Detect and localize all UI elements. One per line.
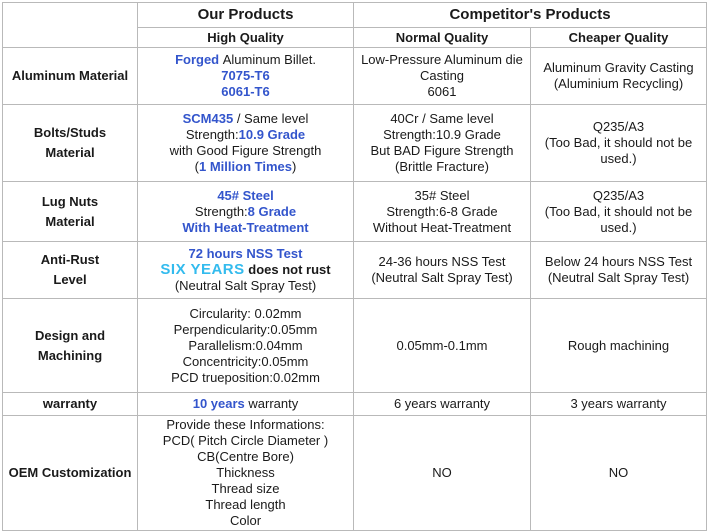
text-segment: used.)	[600, 151, 637, 166]
cell-line	[141, 481, 350, 497]
row-label: Aluminum Material	[3, 48, 138, 105]
cell-line	[357, 270, 527, 286]
text-segment: NO	[432, 465, 452, 480]
header-group-row	[3, 3, 707, 28]
cell-line	[534, 119, 703, 135]
cell-line	[141, 449, 350, 465]
cell-line	[141, 338, 350, 354]
cell-line	[534, 204, 703, 220]
cell-line	[357, 159, 527, 175]
text-segment: (Too Bad, it should not be	[544, 203, 693, 219]
text-segment: )	[291, 159, 297, 174]
corner-cell	[3, 3, 138, 48]
cheaper-quality-header: Cheaper Quality	[531, 28, 707, 48]
cell-line	[141, 306, 350, 322]
cell-line	[534, 76, 703, 92]
text-segment: Rough machining	[567, 337, 670, 353]
cell-line	[141, 220, 350, 236]
table-cell	[354, 416, 531, 531]
text-segment: used.)	[600, 219, 637, 235]
text-segment: Aluminum Gravity Casting	[543, 60, 694, 75]
table-cell	[354, 105, 531, 182]
row-label: Anti-Rust Level	[3, 242, 138, 299]
table-row	[3, 416, 707, 531]
cell-line	[357, 338, 527, 354]
text-segment: 72 hours NSS Test	[188, 246, 303, 261]
text-segment: Provide these Informations:	[166, 417, 325, 432]
text-segment: 10.9 Grade	[238, 127, 306, 142]
text-segment: 3 years warranty	[570, 396, 667, 411]
text-segment: 40Cr / Same level	[390, 111, 494, 126]
cell-line	[357, 220, 527, 236]
text-segment: Without Heat-Treatment	[372, 219, 512, 235]
cell-line	[357, 111, 527, 127]
cell-line	[141, 159, 350, 175]
cell-line	[141, 84, 350, 100]
table-cell	[138, 48, 354, 105]
cell-line	[534, 338, 703, 354]
cell-line	[534, 151, 703, 167]
text-segment: PCD( Pitch Circle Diameter )	[162, 433, 329, 448]
cell-line	[534, 135, 703, 151]
text-segment: does not rust	[244, 262, 331, 277]
text-segment: Q235/A3	[592, 119, 645, 134]
cell-line	[141, 417, 350, 433]
text-segment: Thickness	[216, 465, 275, 480]
text-segment: Concentricity:0.05mm	[182, 353, 309, 369]
text-segment: 45# Steel	[217, 187, 274, 203]
text-segment: Strength:6-8 Grade	[386, 203, 498, 219]
text-segment: SCM435	[182, 111, 234, 126]
cell-line	[141, 354, 350, 370]
text-segment: CB(Centre Bore)	[197, 449, 294, 464]
table-row	[3, 299, 707, 393]
text-segment: Color	[229, 513, 262, 528]
high-quality-header: High Quality	[138, 28, 354, 48]
text-segment: (Too Bad, it should not be	[544, 135, 693, 150]
text-segment: Aluminum Billet.	[222, 52, 316, 67]
cell-line	[141, 246, 350, 262]
cell-line	[141, 68, 350, 84]
cell-line	[357, 204, 527, 220]
table-cell	[354, 48, 531, 105]
table-cell	[138, 242, 354, 299]
text-segment: 7075-T6	[221, 68, 270, 83]
table-row	[3, 105, 707, 182]
cell-line	[534, 254, 703, 270]
text-segment: 35# Steel	[414, 187, 470, 203]
row-label: warranty	[3, 393, 138, 416]
cell-line	[141, 204, 350, 220]
cell-line	[534, 396, 703, 412]
cell-line	[141, 262, 350, 278]
table-cell	[531, 416, 707, 531]
table-cell	[531, 299, 707, 393]
text-segment: 8 Grade	[247, 203, 297, 219]
row-label: Lug Nuts Material	[3, 182, 138, 242]
text-segment: Casting	[419, 68, 465, 83]
text-segment: 24-36 hours NSS Test	[378, 254, 506, 269]
table-cell	[531, 105, 707, 182]
text-segment: Perpendicularity:0.05mm	[173, 321, 318, 337]
cell-line	[141, 143, 350, 159]
text-segment: Thread size	[211, 481, 280, 496]
text-segment: Thread length	[205, 497, 286, 512]
cell-line	[357, 84, 527, 100]
table-cell	[138, 416, 354, 531]
cell-line	[357, 396, 527, 412]
cell-line	[141, 513, 350, 529]
text-segment: SIX YEARS	[160, 261, 245, 278]
cell-line	[357, 68, 527, 84]
our-products-header: Our Products	[138, 3, 354, 28]
table-cell	[138, 393, 354, 416]
cell-line	[357, 143, 527, 159]
text-segment: 6061-T6	[221, 84, 270, 99]
cell-line	[141, 111, 350, 127]
table-cell	[354, 299, 531, 393]
text-segment: 10 years	[192, 396, 245, 411]
text-segment: 1 Million Times	[199, 159, 292, 174]
text-segment: Strength:10.9 Grade	[383, 127, 501, 142]
table-cell	[138, 182, 354, 242]
text-segment: warranty	[244, 396, 299, 411]
cell-line	[141, 278, 350, 294]
cell-line	[141, 497, 350, 513]
cell-line	[141, 396, 350, 412]
table-cell	[138, 299, 354, 393]
table-body	[3, 48, 707, 531]
text-segment: Parallelism:0.04mm	[188, 337, 303, 353]
table-cell	[354, 393, 531, 416]
cell-line	[534, 188, 703, 204]
cell-line	[534, 60, 703, 76]
table-cell	[531, 242, 707, 299]
cell-line	[534, 220, 703, 236]
text-segment: Low-Pressure Aluminum die	[361, 52, 523, 67]
table-cell	[531, 182, 707, 242]
text-segment: / Same level	[233, 111, 309, 126]
text-segment: Forged	[175, 52, 223, 67]
text-segment: NO	[608, 465, 629, 480]
text-segment: (Aluminium Recycling)	[553, 76, 684, 91]
comparison-table	[2, 2, 707, 531]
row-label: Design and Machining	[3, 299, 138, 393]
cell-line	[357, 254, 527, 270]
table-cell	[531, 48, 707, 105]
text-segment: Circularity: 0.02mm	[189, 305, 302, 321]
text-segment: But BAD Figure Strength	[370, 143, 514, 158]
cell-line	[141, 52, 350, 68]
table-cell	[354, 182, 531, 242]
text-segment: Below 24 hours NSS Test	[544, 254, 693, 269]
table-row	[3, 48, 707, 105]
text-segment: Strength:	[185, 127, 239, 142]
competitors-products-header: Competitor's Products	[354, 3, 707, 28]
table-row	[3, 182, 707, 242]
table-cell	[138, 105, 354, 182]
text-segment: 0.05mm-0.1mm	[396, 337, 488, 353]
table-row	[3, 393, 707, 416]
text-segment: With Heat-Treatment	[182, 219, 309, 235]
text-segment: (Neutral Salt Spray Test)	[371, 270, 513, 285]
text-segment: 6061	[427, 84, 457, 99]
table-cell	[354, 242, 531, 299]
normal-quality-header: Normal Quality	[354, 28, 531, 48]
row-label: Bolts/Studs Material	[3, 105, 138, 182]
text-segment: (Neutral Salt Spray Test)	[547, 270, 690, 285]
cell-line	[357, 465, 527, 481]
text-segment: Q235/A3	[592, 187, 645, 203]
cell-line	[141, 370, 350, 386]
row-label: OEM Customization	[3, 416, 138, 531]
text-segment: Strength:	[194, 203, 248, 219]
cell-line	[141, 433, 350, 449]
text-segment: 6 years warranty	[393, 396, 491, 411]
cell-line	[357, 188, 527, 204]
table-cell	[531, 393, 707, 416]
text-segment: with Good Figure Strength	[169, 143, 322, 158]
cell-line	[141, 188, 350, 204]
cell-line	[141, 322, 350, 338]
cell-line	[141, 465, 350, 481]
text-segment: (Brittle Fracture)	[395, 159, 489, 174]
cell-line	[357, 127, 527, 143]
cell-line	[357, 52, 527, 68]
cell-line	[534, 465, 703, 481]
text-segment: PCD trueposition:0.02mm	[171, 369, 320, 385]
cell-line	[534, 270, 703, 286]
table-row	[3, 242, 707, 299]
text-segment: (	[194, 159, 200, 174]
text-segment: (Neutral Salt Spray Test)	[174, 278, 317, 293]
cell-line	[141, 127, 350, 143]
